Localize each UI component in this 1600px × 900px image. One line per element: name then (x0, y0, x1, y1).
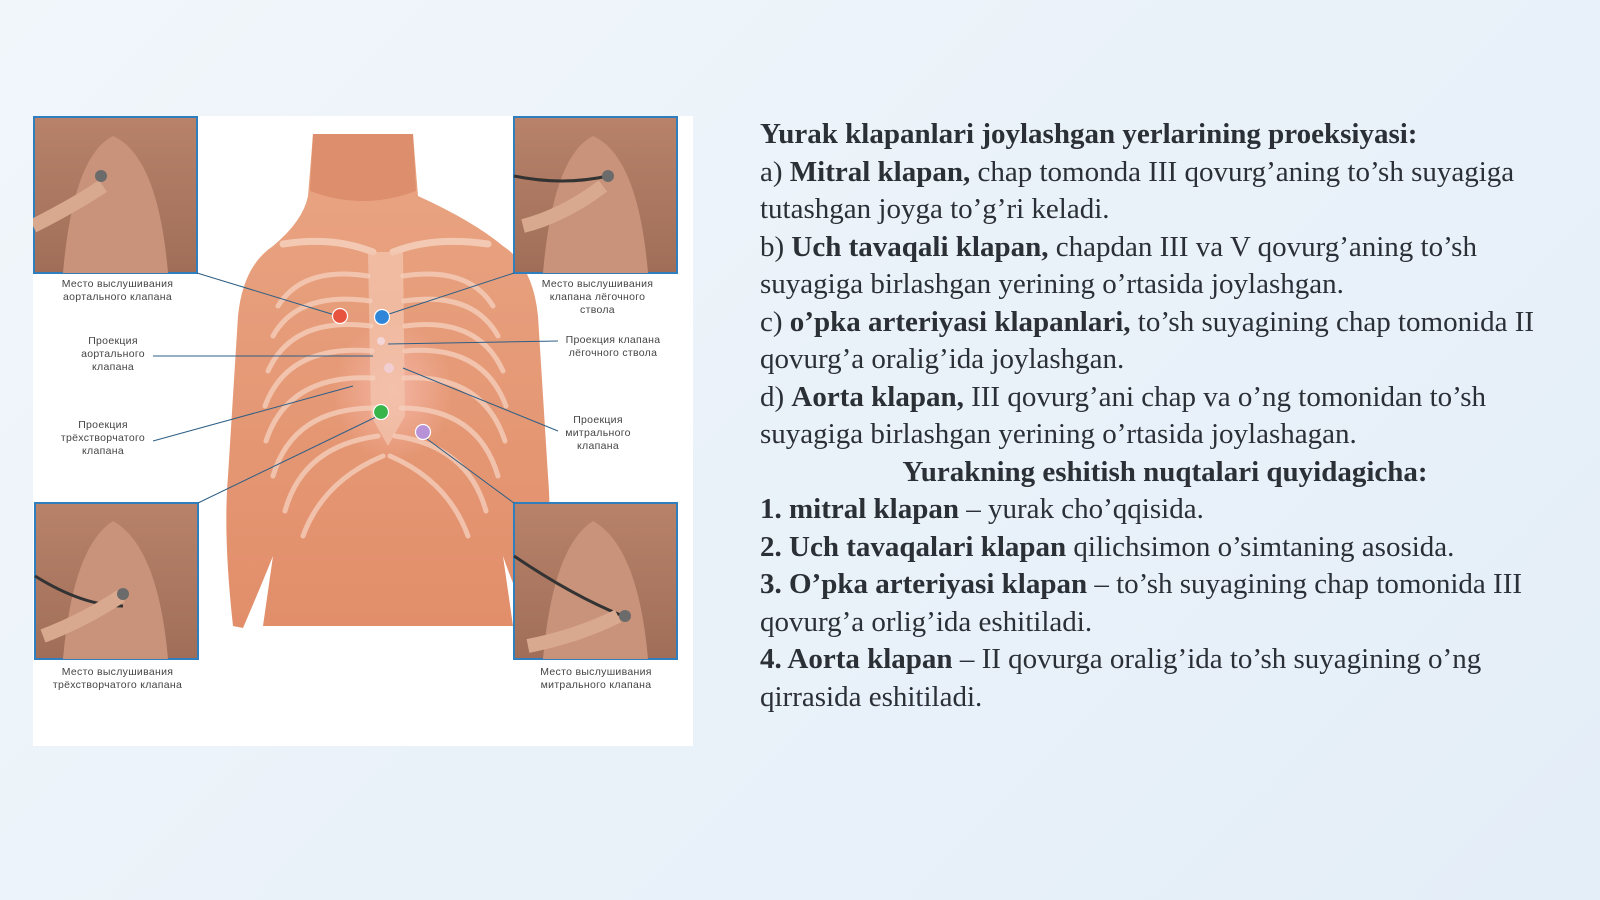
photo-tricuspid-auscultation (35, 503, 198, 659)
label-pulmonary-auscultation-place: Место выслушивания клапана лёгочного ствола (541, 278, 654, 316)
heart-valve-auscultation-figure (33, 116, 693, 746)
subheading: Yurakning eshitish nuqtalari quyidagicha: (902, 455, 1428, 488)
valve-projection-text (760, 116, 1570, 716)
item-a: a) Mitral klapan, chap tomonda III qovurg’aning to’sh suyagiga tutashgan joyga to’g’ri keladi. (760, 155, 1515, 225)
point-4: 4. Aorta klapan – II qovurga oralig’ida to’sh suyagining o’ng qirrasida eshitiladi. (760, 643, 1482, 713)
label-mitral-projection: Проекция митрального клапана (565, 414, 631, 452)
label-pulmonary-projection: Проекция клапана лёгочного ствола (565, 334, 661, 359)
point-1: 1. mitral klapan – yurak cho’qqisida. (760, 493, 1204, 525)
label-aortic-auscultation-place: Место выслушивания аортального клапана (61, 278, 174, 303)
item-c: c) o’pka arteriyasi klapanlari, to’sh suyagining chap tomonida II qovurg’a oralig’ida joylashgan. (760, 305, 1535, 375)
photo-pulmonary-auscultation (514, 117, 677, 273)
point-3: 3. O’pka arteriyasi klapan – to’sh suyagining chap tomonida III qovurg’a orlig’ida eshitiladi. (760, 568, 1523, 638)
heading: Yurak klapanlari joylashgan yerlarining proeksiyasi: (760, 118, 1418, 150)
label-tricuspid-projection: Проекция трёхстворчатого клапана (60, 419, 146, 457)
aortic-valve-marker (333, 309, 348, 324)
mitral-valve-marker (416, 425, 431, 440)
label-tricuspid-auscultation-place: Место выслушивания трёхстворчатого клапана (52, 666, 183, 691)
pulmonary-valve-marker (375, 310, 390, 325)
point-2: 2. Uch tavaqalari klapan qilichsimon o’simtaning asosida. (760, 530, 1455, 563)
photo-aortic-auscultation (33, 117, 197, 273)
tricuspid-valve-marker (374, 405, 389, 420)
label-aortic-projection: Проекция аортального клапана (81, 335, 145, 373)
label-mitral-auscultation-place: Место выслушивания митрального клапана (540, 666, 652, 691)
photo-mitral-auscultation (514, 503, 677, 659)
item-b: b) Uch tavaqali klapan, chapdan III va V qovurg’aning to’sh suyagiga birlashgan yerining o’rtasida joylashgan. (760, 230, 1477, 300)
item-d: d) Aorta klapan, III qovurg’ani chap va o’ng tomonidan to’sh suyagiga birlashgan yerining o’rtasida joylashagan. (760, 380, 1486, 450)
